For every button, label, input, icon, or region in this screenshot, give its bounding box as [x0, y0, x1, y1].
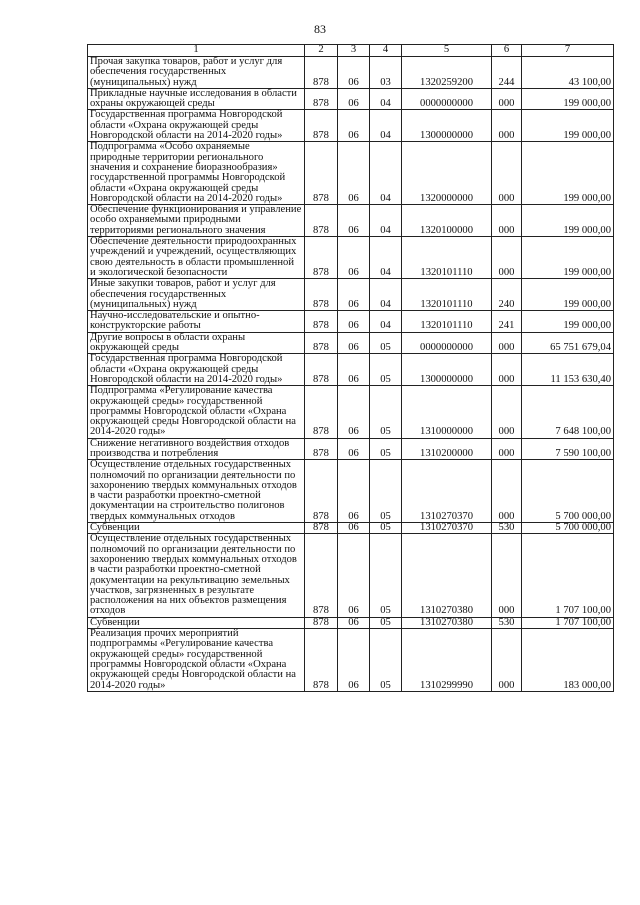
- row-target-article-cell: 1320101110: [402, 237, 492, 279]
- row-amount-cell: 183 000,00: [522, 629, 614, 692]
- row-subsection-cell: 05: [370, 438, 402, 460]
- row-amount-cell: 5 700 000,00: [522, 460, 614, 523]
- row-name-cell: Обеспечение деятельности природоохранных учреждений и учреждений, осуществляющих свою деятельность в области промышленной и экологической безопасности: [88, 237, 305, 279]
- row-name-cell: Реализация прочих мероприятий подпрограммы «Регулирование качества окружающей среды» государственной программы Новгородской области «Охрана окружающей среды Новгородской области на 2014-2020 годы»: [88, 629, 305, 692]
- row-section-cell: 06: [338, 110, 370, 142]
- table-row: [88, 142, 614, 205]
- row-name-cell: Другие вопросы в области охраны окружающей среды: [88, 332, 305, 354]
- table-row: [88, 534, 614, 617]
- row-section-cell: 06: [338, 332, 370, 354]
- table-row: [88, 523, 614, 534]
- row-amount-cell: 199 000,00: [522, 110, 614, 142]
- column-header: 1: [88, 45, 305, 57]
- row-code-cell: 878: [305, 534, 338, 617]
- row-target-article-cell: 1310270370: [402, 460, 492, 523]
- row-subsection-cell: 04: [370, 311, 402, 333]
- row-expense-type-cell: 000: [492, 629, 522, 692]
- table-row: [88, 460, 614, 523]
- row-target-article-cell: 1300000000: [402, 110, 492, 142]
- row-name-cell: Обеспечение функционирования и управление особо охраняемыми природными территориями регионального значения: [88, 205, 305, 237]
- row-code-cell: 878: [305, 279, 338, 311]
- row-expense-type-cell: 000: [492, 205, 522, 237]
- table-row: [88, 279, 614, 311]
- row-code-cell: 878: [305, 88, 338, 110]
- table-row: [88, 617, 614, 628]
- row-name-cell: Снижение негативного воздействия отходов производства и потребления: [88, 438, 305, 460]
- table-row: [88, 629, 614, 692]
- row-code-cell: 878: [305, 438, 338, 460]
- table-row: [88, 237, 614, 279]
- row-expense-type-cell: 000: [492, 332, 522, 354]
- row-name-cell: Субвенции: [88, 523, 305, 534]
- row-code-cell: 878: [305, 57, 338, 89]
- row-amount-cell: 199 000,00: [522, 142, 614, 205]
- row-section-cell: 06: [338, 534, 370, 617]
- row-code-cell: 878: [305, 460, 338, 523]
- row-name-cell: Научно-исследовательские и опытно-конструкторские работы: [88, 311, 305, 333]
- row-name-cell: Подпрограмма «Особо охраняемые природные территории регионального значения и сохранение биоразнообразия» государственной программы Новгородской области «Охрана окружающей среды Новгородской области на 2014-2020 годы»: [88, 142, 305, 205]
- row-subsection-cell: 04: [370, 110, 402, 142]
- row-code-cell: 878: [305, 523, 338, 534]
- table-row: [88, 311, 614, 333]
- row-name-cell: Осуществление отдельных государственных полномочий по организации деятельности по захоронению твердых коммунальных отходов в части разработки проектно-сметной документации на строительство полигонов твердых коммунальных отходов: [88, 460, 305, 523]
- row-name-cell: Прочая закупка товаров, работ и услуг для обеспечения государственных (муниципальных) нужд: [88, 57, 305, 89]
- row-name-cell: Иные закупки товаров, работ и услуг для обеспечения государственных (муниципальных) нужд: [88, 279, 305, 311]
- row-target-article-cell: 1310270380: [402, 534, 492, 617]
- row-section-cell: 06: [338, 438, 370, 460]
- row-target-article-cell: 0000000000: [402, 88, 492, 110]
- row-expense-type-cell: 000: [492, 142, 522, 205]
- row-section-cell: 06: [338, 460, 370, 523]
- row-subsection-cell: 05: [370, 460, 402, 523]
- table-row: [88, 386, 614, 438]
- row-subsection-cell: 03: [370, 57, 402, 89]
- column-header: 3: [338, 45, 370, 57]
- row-code-cell: 878: [305, 332, 338, 354]
- row-code-cell: 878: [305, 205, 338, 237]
- header-row: [88, 45, 614, 57]
- row-amount-cell: 199 000,00: [522, 237, 614, 279]
- row-subsection-cell: 04: [370, 88, 402, 110]
- row-amount-cell: 199 000,00: [522, 205, 614, 237]
- row-target-article-cell: 1310270380: [402, 617, 492, 628]
- row-target-article-cell: 1310270370: [402, 523, 492, 534]
- row-expense-type-cell: 000: [492, 110, 522, 142]
- row-subsection-cell: 05: [370, 354, 402, 386]
- row-target-article-cell: 1320101110: [402, 279, 492, 311]
- row-name-cell: Осуществление отдельных государственных полномочий по организации деятельности по захоронению твердых коммунальных отходов в части разработки проектно-сметной документации на рекультивацию земельных участков, загрязненных в результате расположения на них объектов размещения отходов: [88, 534, 305, 617]
- table-row: [88, 205, 614, 237]
- column-header: 7: [522, 45, 614, 57]
- row-name-cell: Государственная программа Новгородской области «Охрана окружающей среды Новгородской области на 2014-2020 годы»: [88, 110, 305, 142]
- budget-table: [87, 44, 614, 692]
- row-section-cell: 06: [338, 205, 370, 237]
- row-code-cell: 878: [305, 386, 338, 438]
- row-expense-type-cell: 530: [492, 523, 522, 534]
- row-amount-cell: 65 751 679,04: [522, 332, 614, 354]
- row-expense-type-cell: 000: [492, 354, 522, 386]
- row-subsection-cell: 04: [370, 205, 402, 237]
- row-expense-type-cell: 000: [492, 534, 522, 617]
- row-name-cell: Субвенции: [88, 617, 305, 628]
- row-code-cell: 878: [305, 237, 338, 279]
- row-amount-cell: 1 707 100,00: [522, 534, 614, 617]
- row-target-article-cell: 1320259200: [402, 57, 492, 89]
- row-section-cell: 06: [338, 617, 370, 628]
- row-expense-type-cell: 530: [492, 617, 522, 628]
- table-row: [88, 332, 614, 354]
- row-subsection-cell: 04: [370, 142, 402, 205]
- row-code-cell: 878: [305, 354, 338, 386]
- row-amount-cell: 43 100,00: [522, 57, 614, 89]
- row-amount-cell: 199 000,00: [522, 279, 614, 311]
- row-section-cell: 06: [338, 354, 370, 386]
- row-target-article-cell: 1310200000: [402, 438, 492, 460]
- row-section-cell: 06: [338, 279, 370, 311]
- row-code-cell: 878: [305, 629, 338, 692]
- row-section-cell: 06: [338, 386, 370, 438]
- row-amount-cell: 7 648 100,00: [522, 386, 614, 438]
- row-target-article-cell: 1320000000: [402, 142, 492, 205]
- row-amount-cell: 1 707 100,00: [522, 617, 614, 628]
- row-section-cell: 06: [338, 57, 370, 89]
- row-target-article-cell: 1310299990: [402, 629, 492, 692]
- row-expense-type-cell: 244: [492, 57, 522, 89]
- row-name-cell: Прикладные научные исследования в области охраны окружающей среды: [88, 88, 305, 110]
- row-subsection-cell: 05: [370, 534, 402, 617]
- row-section-cell: 06: [338, 88, 370, 110]
- row-expense-type-cell: 000: [492, 88, 522, 110]
- page-number: 83: [314, 22, 326, 36]
- row-code-cell: 878: [305, 142, 338, 205]
- row-name-cell: Подпрограмма «Регулирование качества окружающей среды» государственной программы Новгородской области «Охрана окружающей среды Новгородской области на 2014-2020 годы»: [88, 386, 305, 438]
- row-expense-type-cell: 241: [492, 311, 522, 333]
- row-expense-type-cell: 000: [492, 386, 522, 438]
- row-subsection-cell: 05: [370, 332, 402, 354]
- row-code-cell: 878: [305, 617, 338, 628]
- column-header: 6: [492, 45, 522, 57]
- row-subsection-cell: 05: [370, 629, 402, 692]
- row-target-article-cell: 0000000000: [402, 332, 492, 354]
- row-amount-cell: 199 000,00: [522, 88, 614, 110]
- row-expense-type-cell: 000: [492, 237, 522, 279]
- row-target-article-cell: 1300000000: [402, 354, 492, 386]
- row-expense-type-cell: 000: [492, 438, 522, 460]
- row-amount-cell: 11 153 630,40: [522, 354, 614, 386]
- row-subsection-cell: 05: [370, 617, 402, 628]
- column-header: 4: [370, 45, 402, 57]
- table-row: [88, 110, 614, 142]
- row-subsection-cell: 05: [370, 523, 402, 534]
- row-code-cell: 878: [305, 110, 338, 142]
- row-target-article-cell: 1320100000: [402, 205, 492, 237]
- row-subsection-cell: 05: [370, 386, 402, 438]
- table-row: [88, 354, 614, 386]
- row-amount-cell: 7 590 100,00: [522, 438, 614, 460]
- row-section-cell: 06: [338, 311, 370, 333]
- column-header: 5: [402, 45, 492, 57]
- table-body: [88, 57, 614, 692]
- column-header: 2: [305, 45, 338, 57]
- row-expense-type-cell: 000: [492, 460, 522, 523]
- row-code-cell: 878: [305, 311, 338, 333]
- row-amount-cell: 5 700 000,00: [522, 523, 614, 534]
- table-row: [88, 88, 614, 110]
- row-target-article-cell: 1310000000: [402, 386, 492, 438]
- row-section-cell: 06: [338, 237, 370, 279]
- table-row: [88, 57, 614, 89]
- row-subsection-cell: 04: [370, 237, 402, 279]
- row-name-cell: Государственная программа Новгородской области «Охрана окружающей среды Новгородской области на 2014-2020 годы»: [88, 354, 305, 386]
- row-section-cell: 06: [338, 629, 370, 692]
- row-section-cell: 06: [338, 142, 370, 205]
- row-target-article-cell: 1320101110: [402, 311, 492, 333]
- row-subsection-cell: 04: [370, 279, 402, 311]
- row-amount-cell: 199 000,00: [522, 311, 614, 333]
- table-row: [88, 438, 614, 460]
- row-section-cell: 06: [338, 523, 370, 534]
- row-expense-type-cell: 240: [492, 279, 522, 311]
